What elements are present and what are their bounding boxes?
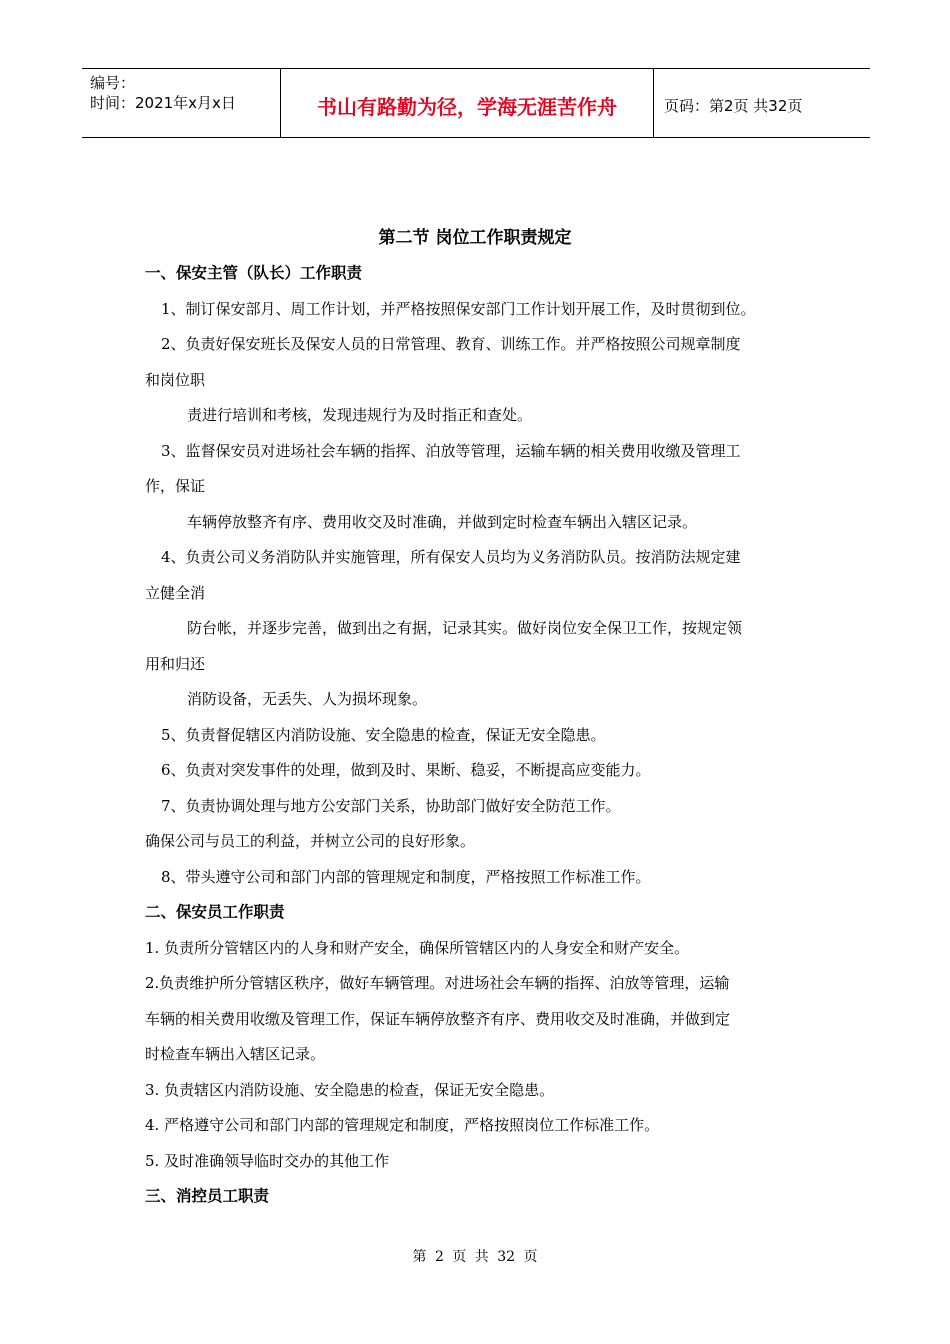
paragraph-line: 7、负责协调处理与地方公安部门关系，协助部门做好安全防范工作。 <box>161 796 621 815</box>
header-page-info: 页码：第2页 共32页 <box>664 96 803 115</box>
paragraph-line: 责进行培训和考核，发现违规行为及时指正和查处。 <box>187 406 533 424</box>
paragraph-line: 防台帐，并逐步完善，做到出之有据，记录其实。做好岗位安全保卫工作，按规定领 <box>187 619 743 637</box>
paragraph-line: 确保公司与员工的利益，并树立公司的良好形象。 <box>145 832 476 850</box>
paragraph-line: 1. 负责所分管辖区内的人身和财产安全，确保所管辖区内的人身安全和财产安全。 <box>145 938 690 957</box>
paragraph-line: 用和归还 <box>145 654 206 673</box>
paragraph-line: 车辆停放整齐有序、费用收交及时准确，并做到定时检查车辆出入辖区记录。 <box>187 512 698 531</box>
document-time-label: 时间：2021年x月x日 <box>90 94 236 112</box>
section-title: 第二节 岗位工作职责规定 <box>378 228 572 248</box>
paragraph-line: 8、带头遵守公司和部门内部的管理规定和制度，严格按照工作标准工作。 <box>161 867 651 886</box>
paragraph-line: 5、负责督促辖区内消防设施、安全隐患的检查，保证无安全隐患。 <box>161 725 606 744</box>
paragraph-line: 6、负责对突发事件的处理，做到及时、果断、稳妥，不断提高应变能力。 <box>161 761 651 779</box>
section-heading: 三、消控员工职责 <box>145 1187 270 1205</box>
paragraph-line: 1、制订保安部月、周工作计划，并严格按照保安部门工作计划开展工作，及时贯彻到位。 <box>161 299 756 318</box>
paragraph-line: 5. 及时准确领导临时交办的其他工作 <box>145 1151 390 1170</box>
section-heading: 一、保安主管（队长）工作职责 <box>145 264 363 282</box>
paragraph-line: 4、负责公司义务消防队并实施管理，所有保安人员均为义务消防队员。按消防法规定建 <box>161 548 741 566</box>
paragraph-line: 3. 负责辖区内消防设施、安全隐患的检查，保证无安全隐患。 <box>145 1080 555 1099</box>
paragraph-line: 时检查车辆出入辖区记录。 <box>145 1045 326 1063</box>
header-motto: 书山有路勤为径，学海无涯苦作舟 <box>281 69 654 137</box>
document-body <box>145 256 825 1215</box>
paragraph-line: 和岗位职 <box>145 370 206 389</box>
header-table <box>82 68 870 138</box>
paragraph-line: 4. 严格遵守公司和部门内部的管理规定和制度，严格按照岗位工作标准工作。 <box>145 1116 660 1134</box>
paragraph-line: 车辆的相关费用收缴及管理工作，保证车辆停放整齐有序、费用收交及时准确，并做到定 <box>145 1009 731 1028</box>
document-number-label: 编号： <box>90 74 136 92</box>
paragraph-line: 立健全消 <box>145 583 206 602</box>
paragraph-line: 2、负责好保安班长及保安人员的日常管理、教育、训练工作。并严格按照公司规章制度 <box>161 335 741 353</box>
paragraph-line: 消防设备，无丢失、人为损坏现象。 <box>187 690 428 708</box>
paragraph-line: 3、监督保安员对进场社会车辆的指挥、泊放等管理，运输车辆的相关费用收缴及管理工 <box>161 441 741 460</box>
header-meta-cell <box>82 69 281 137</box>
paragraph-line: 作，保证 <box>145 477 206 495</box>
paragraph-line: 2.负责维护所分管辖区秩序，做好车辆管理。对进场社会车辆的指挥、泊放等管理，运输 <box>145 974 730 992</box>
page-footer: 第 2 页 共 32 页 <box>412 1249 538 1265</box>
section-heading: 二、保安员工作职责 <box>145 903 285 921</box>
